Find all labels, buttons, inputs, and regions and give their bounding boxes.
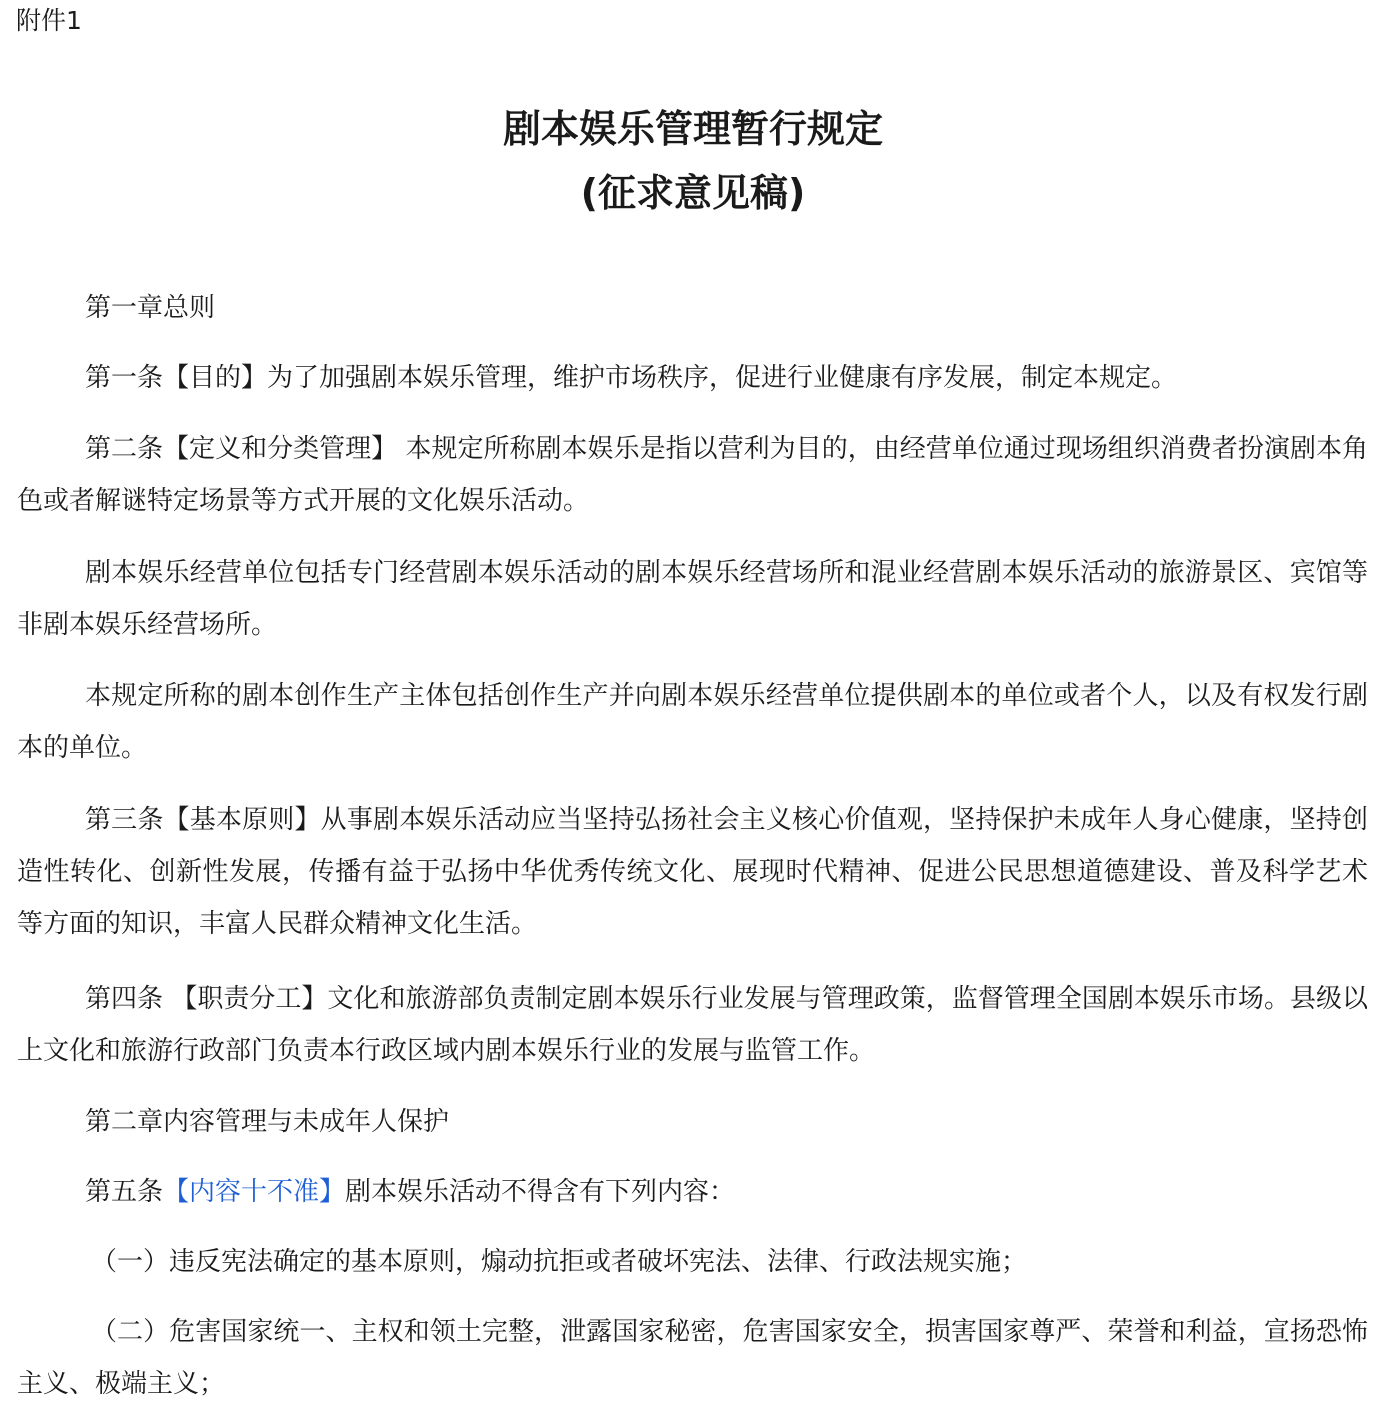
article-3: 第三条【基本原则】从事剧本娱乐活动应当坚持弘扬社会主义核心价值观，坚持保护未成年人身心健康，坚持创造性转化、创新性发展，传播有益于弘扬中华优秀传统文化、展现时代精神、促进公民思想道德建设、普及科学艺术等方面的知识，丰富人民群众精神文化生活。: [17, 805, 1368, 939]
list-item-1: （一）违反宪法确定的基本原则，煽动抗拒或者破坏宪法、法律、行政法规实施；: [91, 1247, 1028, 1277]
chapter-heading-2: 第二章内容管理与未成年人保护: [85, 1107, 450, 1137]
content-ten-prohibitions-link[interactable]: 【内容十不准】: [163, 1177, 346, 1207]
attachment-label: 附件1: [16, 6, 82, 35]
article-2-paragraph-3: 本规定所称的剧本创作生产主体包括创作生产并向剧本娱乐经营单位提供剧本的单位或者个人，以及有权发行剧本的单位。: [17, 681, 1368, 763]
article-2: 第二条【定义和分类管理】 本规定所称剧本娱乐是指以营利为目的，由经营单位通过现场组织消费者扮演剧本角色或者解谜特定场景等方式开展的文化娱乐活动。: [17, 434, 1368, 516]
article-4: 第四条 【职责分工】文化和旅游部负责制定剧本娱乐行业发展与管理政策，监督管理全国剧本娱乐市场。县级以上文化和旅游行政部门负责本行政区域内剧本娱乐行业的发展与监管工作。: [17, 984, 1368, 1066]
article-5-prefix: 第五条: [85, 1177, 164, 1207]
article-1: 第一条【目的】为了加强剧本娱乐管理，维护市场秩序，促进行业健康有序发展，制定本规定。: [85, 363, 1178, 393]
document-subtitle: (征求意见稿): [580, 171, 806, 215]
article-2-paragraph-2: 剧本娱乐经营单位包括专门经营剧本娱乐活动的剧本娱乐经营场所和混业经营剧本娱乐活动的旅游景区、宾馆等非剧本娱乐经营场所。: [17, 558, 1368, 640]
article-5: [17, 1166, 1368, 1218]
chapter-heading-1: 第一章总则: [85, 293, 216, 323]
article-5-text: 剧本娱乐活动不得含有下列内容：: [345, 1177, 736, 1207]
document-title: 剧本娱乐管理暂行规定: [502, 107, 883, 151]
list-item-2: （二）危害国家统一、主权和领土完整，泄露国家秘密，危害国家安全，损害国家尊严、荣誉和利益，宣扬恐怖主义、极端主义；: [17, 1317, 1368, 1399]
